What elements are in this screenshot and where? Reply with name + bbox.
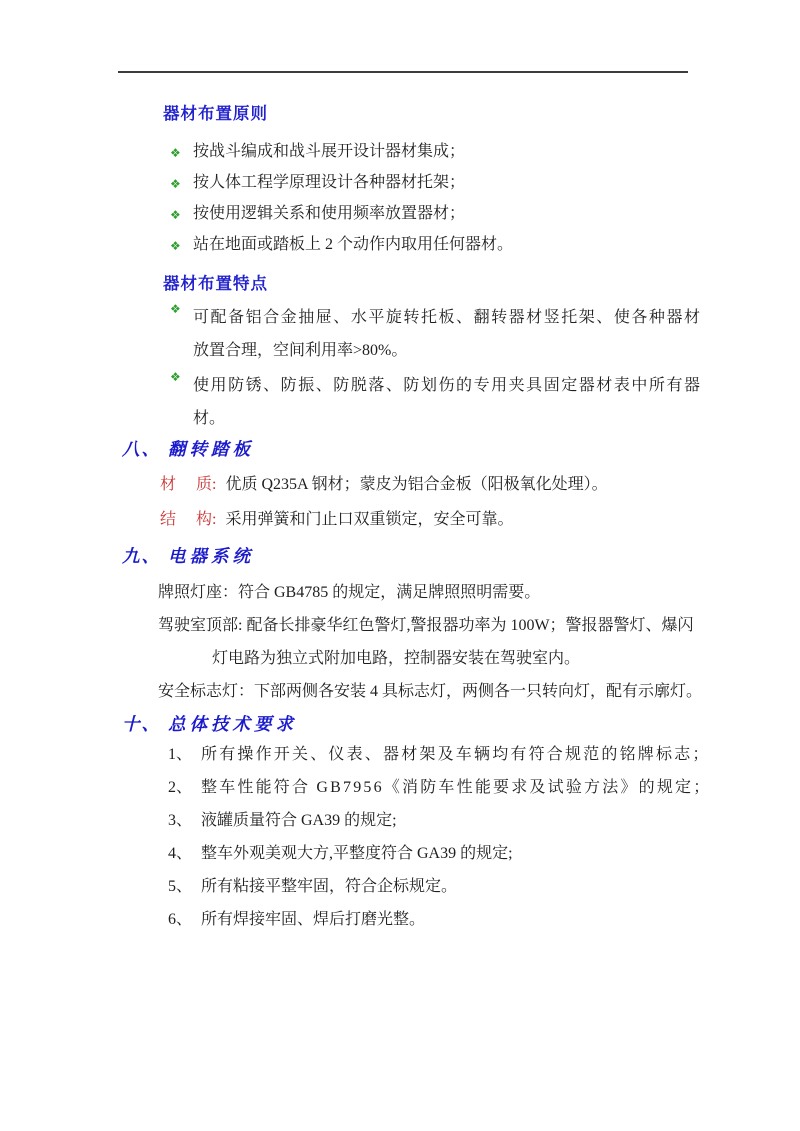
section8-spec-rows (160, 473, 800, 532)
diamond-bullet-icon: ❖ (170, 146, 181, 160)
subsection-heading-features: 器材布置特点 (163, 275, 268, 293)
subsection-heading-principles: 器材布置原则 (163, 105, 268, 123)
list-item-text: 材。 (193, 410, 226, 427)
list-item-text: 可配备铝合金抽屉、水平旋转托板、翻转器材竖托架、使各种器材 (193, 309, 700, 326)
item-number: 6、 (168, 911, 193, 928)
list-item-text: 使用防锈、防振、防脱落、防划伤的专用夹具固定器材表中所有器 (193, 377, 700, 394)
item-text: 整车性能符合 GB7956《消防车性能要求及试验方法》的规定； (201, 779, 712, 796)
item-number: 5、 (168, 878, 193, 895)
section-number: 十、 (122, 714, 161, 734)
section-number: 九、 (122, 546, 161, 566)
list-item (170, 203, 800, 225)
diamond-bullet-icon: ❖ (170, 370, 181, 384)
section-title: 翻转踏板 (168, 439, 254, 459)
numbered-item (168, 777, 800, 799)
document-content (0, 72, 800, 942)
section-title: 总体技术要求 (168, 714, 297, 734)
numbered-item (168, 744, 800, 766)
section-number: 八、 (122, 439, 161, 459)
spec-row-structure (160, 508, 800, 532)
section-heading-9 (122, 544, 800, 568)
list-item-text: 放置合理，空间利用率>80%。 (193, 342, 408, 359)
paragraph-line: 安全标志灯：下部两侧各安装 4 具标志灯，两侧各一只转向灯，配有示廓灯。 (158, 683, 703, 700)
item-text: 所有焊接牢固、焊后打磨光整。 (201, 911, 426, 928)
section-heading-8 (122, 437, 800, 461)
paragraph-line: 牌照灯座：符合 GB4785 的规定，满足牌照照明需要。 (158, 584, 541, 601)
list-item-text: 按人体工程学原理设计各种器材托架； (193, 174, 466, 191)
item-number: 3、 (168, 812, 193, 829)
section9-paragraphs (158, 576, 800, 708)
numbered-item (168, 843, 800, 865)
diamond-bullet-icon: ❖ (170, 177, 181, 191)
paragraph-line: 驾驶室顶部: 配备长排豪华红色警灯,警报器功率为 100W；警报器警灯、爆闪 (158, 617, 694, 634)
numbered-item (168, 810, 800, 832)
paragraph-line: 灯电路为独立式附加电路，控制器安装在驾驶室内。 (212, 650, 581, 667)
spec-label: 结 构: (160, 511, 217, 528)
section-title: 电器系统 (168, 546, 254, 566)
diamond-bullet-icon: ❖ (170, 239, 181, 253)
diamond-bullet-icon: ❖ (170, 302, 181, 316)
numbered-item (168, 909, 800, 931)
item-text: 液罐质量符合 GA39 的规定; (201, 812, 397, 829)
list-item (170, 234, 800, 256)
item-text: 所有操作开关、仪表、器材架及车辆均有符合规范的铭牌标志； (201, 746, 711, 763)
item-number: 4、 (168, 845, 193, 862)
item-number: 2、 (168, 779, 193, 796)
diamond-bullet-icon: ❖ (170, 208, 181, 222)
list-item (170, 301, 800, 367)
list-item-text: 按战斗编成和战斗展开设计器材集成； (193, 143, 466, 160)
item-text: 整车外观美观大方,平整度符合 GA39 的规定; (201, 845, 513, 862)
spec-value: 采用弹簧和门止口双重锁定，安全可靠。 (225, 511, 514, 528)
features-list (0, 301, 800, 435)
numbered-item (168, 876, 800, 898)
item-text: 所有粘接平整牢固，符合企标规定。 (201, 878, 458, 895)
list-item-text: 按使用逻辑关系和使用频率放置器材； (193, 205, 466, 222)
spec-label: 材 质: (160, 476, 217, 493)
list-item (170, 141, 800, 163)
spec-row-material (160, 473, 800, 497)
requirements-list (168, 744, 800, 931)
principles-list (0, 141, 800, 256)
list-item (170, 369, 800, 435)
item-number: 1、 (168, 746, 193, 763)
list-item-text: 站在地面或踏板上 2 个动作内取用任何器材。 (193, 236, 514, 253)
spec-value: 优质 Q235A 钢材；蒙皮为铝合金板（阳极氧化处理）。 (225, 476, 608, 493)
section-heading-10 (122, 712, 800, 736)
list-item (170, 172, 800, 194)
